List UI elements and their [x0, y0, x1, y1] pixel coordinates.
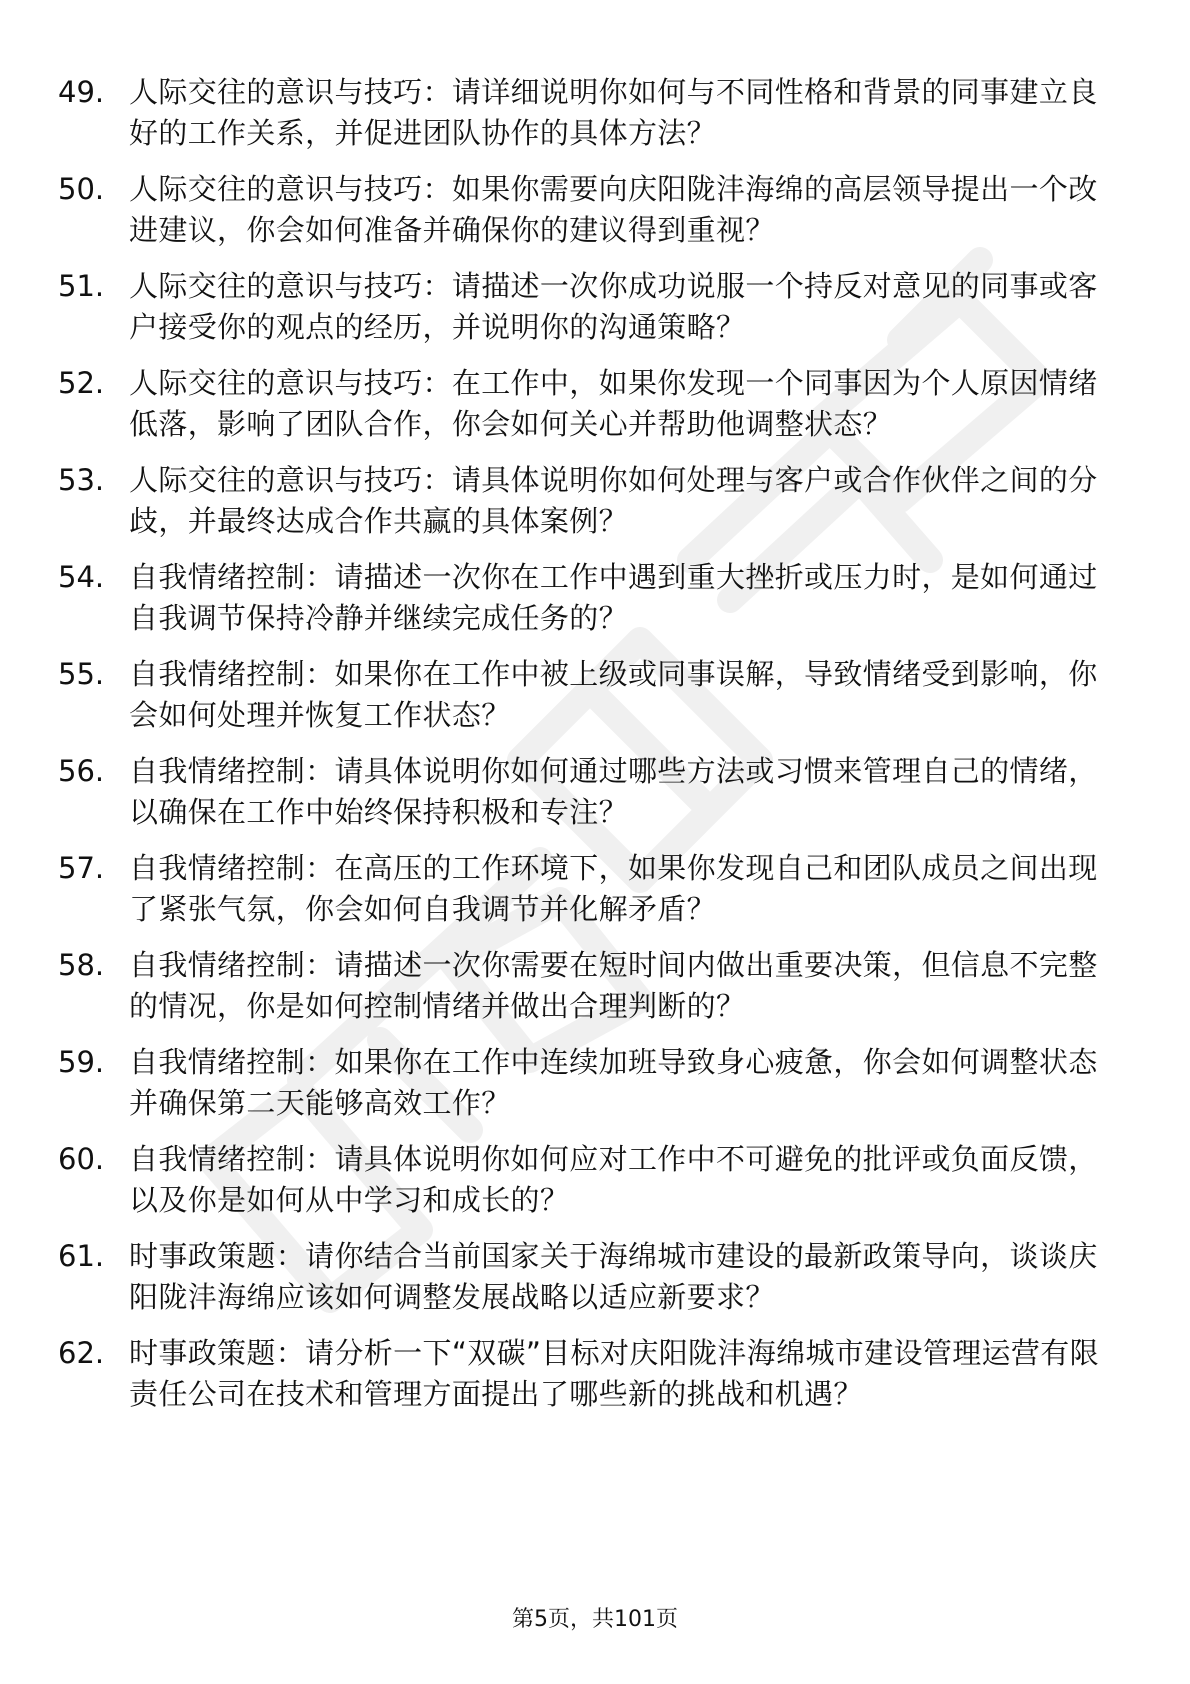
question-item — [58, 169, 1118, 251]
question-item — [58, 460, 1118, 542]
question-text: 自我情绪控制：如果你在工作中连续加班导致身心疲惫，你会如何调整状态并确保第二天能够高效工作？ — [129, 1045, 1098, 1120]
question-item — [58, 848, 1118, 930]
question-text: 自我情绪控制：在高压的工作环境下，如果你发现自己和团队成员之间出现了紧张气氛，你会如何自我调节并化解矛盾？ — [129, 851, 1098, 926]
question-text: 自我情绪控制：如果你在工作中被上级或同事误解，导致情绪受到影响，你会如何处理并恢复工作状态？ — [129, 657, 1098, 732]
question-number: 57. — [58, 851, 105, 885]
question-text: 时事政策题：请你结合当前国家关于海绵城市建设的最新政策导向，谈谈庆阳陇沣海绵应该如何调整发展战略以适应新要求？ — [129, 1239, 1098, 1314]
question-text: 自我情绪控制：请具体说明你如何通过哪些方法或习惯来管理自己的情绪，以确保在工作中始终保持积极和专注？ — [129, 754, 1098, 829]
question-item — [58, 363, 1118, 445]
question-item — [58, 72, 1118, 154]
page-footer: 第5页，共101页 — [512, 1607, 678, 1632]
question-number: 54. — [58, 560, 105, 594]
question-text: 人际交往的意识与技巧：请描述一次你成功说服一个持反对意见的同事或客户接受你的观点的经历，并说明你的沟通策略？ — [129, 269, 1098, 344]
question-number: 52. — [58, 366, 105, 400]
question-text: 自我情绪控制：请描述一次你需要在短时间内做出重要决策，但信息不完整的情况，你是如何控制情绪并做出合理判断的？ — [129, 948, 1098, 1023]
question-item — [58, 751, 1118, 833]
question-item — [58, 1042, 1118, 1124]
question-number: 62. — [58, 1336, 105, 1370]
question-number: 49. — [58, 75, 105, 109]
question-number: 60. — [58, 1142, 105, 1176]
question-number: 53. — [58, 463, 105, 497]
question-number: 55. — [58, 657, 105, 691]
question-text: 人际交往的意识与技巧：请详细说明你如何与不同性格和背景的同事建立良好的工作关系，并促进团队协作的具体方法？ — [129, 75, 1098, 150]
question-number: 56. — [58, 754, 105, 788]
question-item — [58, 557, 1118, 639]
question-number: 51. — [58, 269, 105, 303]
question-text: 人际交往的意识与技巧：如果你需要向庆阳陇沣海绵的高层领导提出一个改进建议，你会如何准备并确保你的建议得到重视？ — [129, 172, 1098, 247]
question-item — [58, 945, 1118, 1027]
question-item — [58, 1139, 1118, 1221]
question-number: 58. — [58, 948, 105, 982]
question-text: 时事政策题：请分析一下“双碳”目标对庆阳陇沣海绵城市建设管理运营有限责任公司在技术和管理方面提出了哪些新的挑战和机遇？ — [129, 1336, 1099, 1411]
question-text: 人际交往的意识与技巧：在工作中，如果你发现一个同事因为个人原因情绪低落，影响了团队合作，你会如何关心并帮助他调整状态？ — [129, 366, 1098, 441]
question-number: 61. — [58, 1239, 105, 1273]
question-item — [58, 1333, 1118, 1415]
question-text: 自我情绪控制：请具体说明你如何应对工作中不可避免的批评或负面反馈，以及你是如何从中学习和成长的？ — [129, 1142, 1098, 1217]
question-list — [58, 72, 1118, 1430]
question-number: 50. — [58, 172, 105, 206]
question-text: 自我情绪控制：请描述一次你在工作中遇到重大挫折或压力时，是如何通过自我调节保持冷静并继续完成任务的？ — [129, 560, 1098, 635]
question-item — [58, 266, 1118, 348]
question-text: 人际交往的意识与技巧：请具体说明你如何处理与客户或合作伙伴之间的分歧，并最终达成合作共赢的具体案例？ — [129, 463, 1098, 538]
question-number: 59. — [58, 1045, 105, 1079]
question-item — [58, 654, 1118, 736]
question-item — [58, 1236, 1118, 1318]
